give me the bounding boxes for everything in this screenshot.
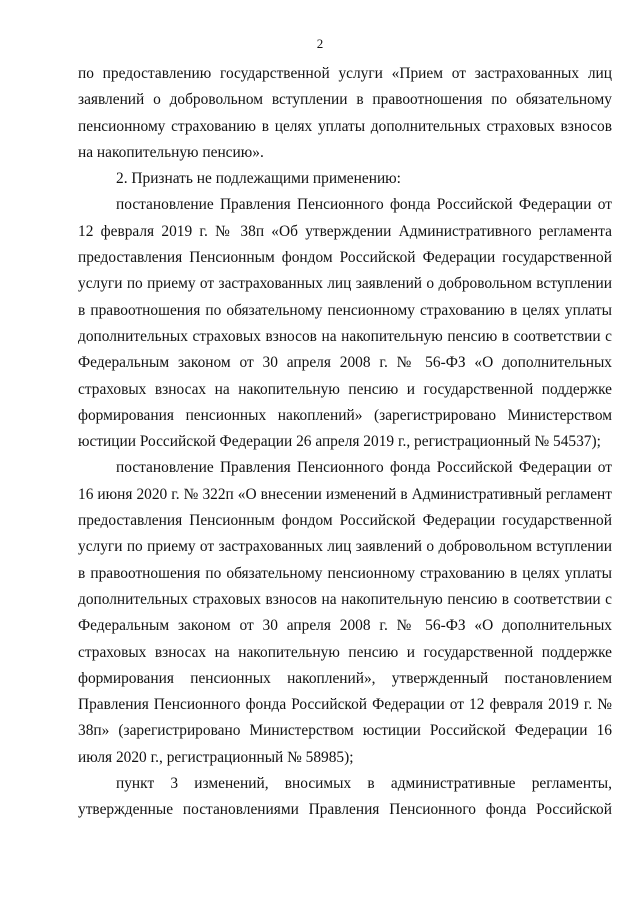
paragraph-point-3: пункт 3 изменений, вносимых в административные регламенты, утвержденные постановлениями Правления Пенсионного фонда Российской — [78, 775, 612, 819]
document-body — [78, 61, 612, 824]
paragraph-resolution-322p: постановление Правления Пенсионного фонда Российской Федерации от 16 июня 2020 г. № 322п «О внесении изменений в Административный регламент предоставления Пенсионным фондом Российской Федерации государственной услуги по приему от застрахованных лиц заявлений о добровольном вступлении в правоотношения по обязательному пенсионному страхованию в целях уплаты дополнительных страховых взносов на накопительную пенсию в соответствии с Федеральным законом от 30 апреля 2008 г. № 56-ФЗ «О дополнительных страховых взносах на накопительную пенсию и государственной поддержке формирования пенсионных накоплений», утвержденный постановлением Правления Пенсионного фонда Российской Федерации от 12 февраля 2019 г. № 38п» (зарегистрировано Министерством юстиции Российской Федерации 16 июля 2020 г., регистрационный № 58985); — [78, 459, 612, 766]
paragraph-item-2: 2. Признать не подлежащими применению: — [116, 170, 401, 188]
page-number: 2 — [316, 36, 324, 51]
paragraph-resolution-38p: постановление Правления Пенсионного фонда Российской Федерации от 12 февраля 2019 г. № 38п «Об утверждении Административного регламента предоставления Пенсионным фондом Российской Федерации государственной услуги по приему от застрахованных лиц заявлений о добровольном вступлении в правоотношения по обязательному пенсионному страхованию в целях уплаты дополнительных страховых взносов на накопительную пенсию в соответствии с Федеральным законом от 30 апреля 2008 г. № 56-ФЗ «О дополнительных страховых взносах на накопительную пенсию и государственной поддержке формирования пенсионных накоплений» (зарегистрировано Министерством юстиции Российской Федерации 26 апреля 2019 г., регистрационный № 54537); — [78, 196, 612, 451]
paragraph-continuation: по предоставлению государственной услуги «Прием от застрахованных лиц заявлений о добровольном вступлении в правоотношения по обязательному пенсионному страхованию в целях уплаты дополнительных страховых взносов на накопительную пенсию». — [78, 65, 612, 161]
